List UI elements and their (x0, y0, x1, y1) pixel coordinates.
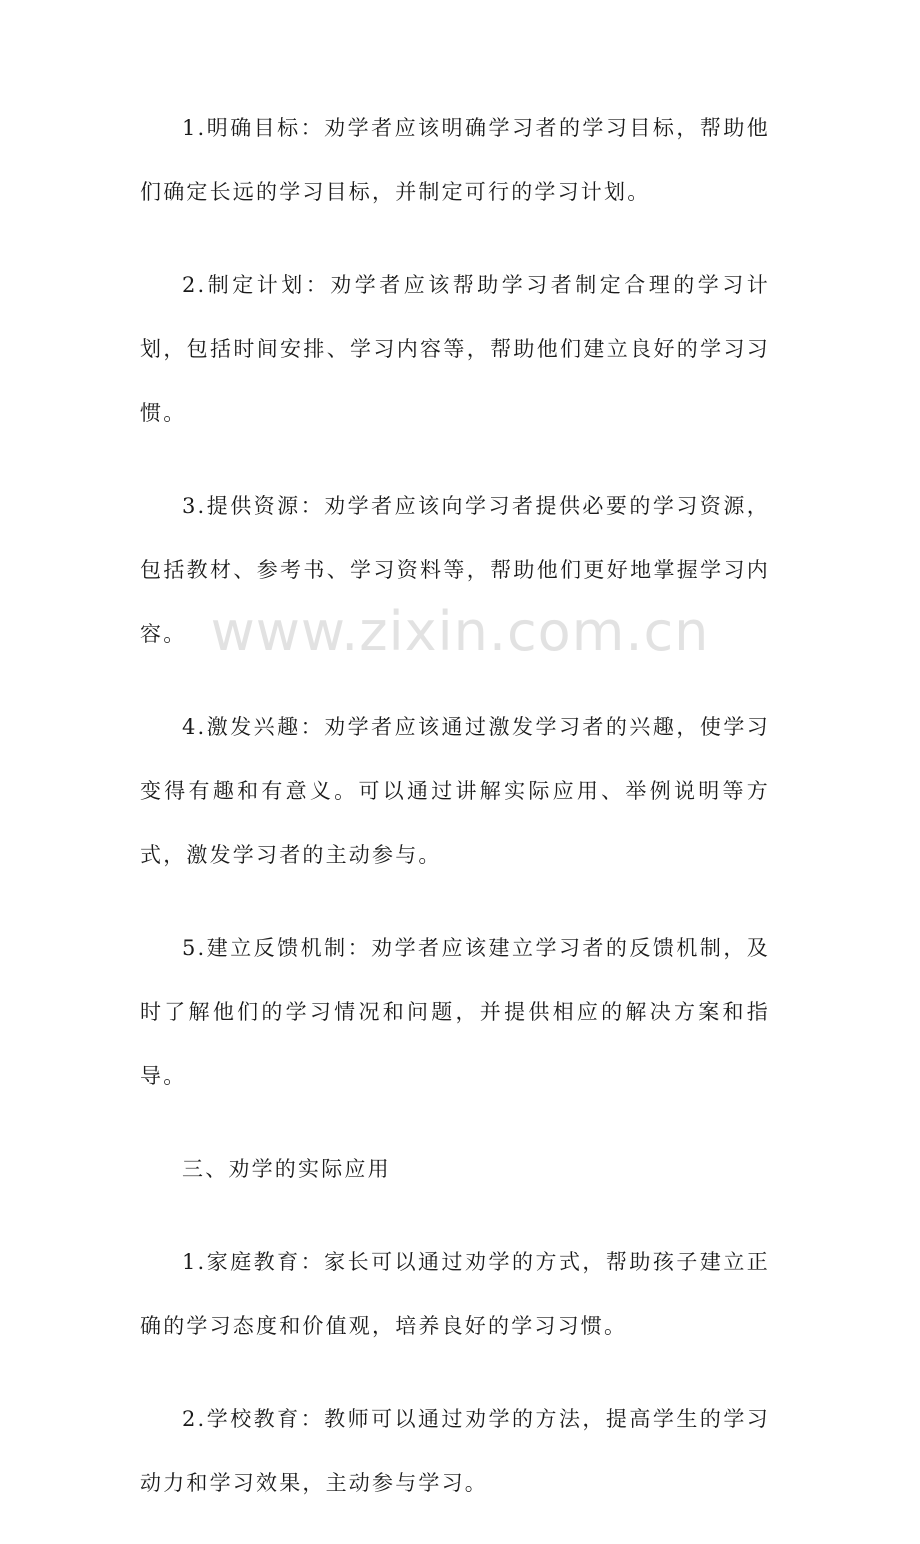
paragraph-school-education: 2.学校教育：教师可以通过劝学的方法，提高学生的学习动力和学习效果，主动参与学习。 (140, 1407, 770, 1495)
paragraph-family-education: 1.家庭教育：家长可以通过劝学的方式，帮助孩子建立正确的学习态度和价值观，培养良好的学习习惯。 (140, 1250, 770, 1338)
document-body (140, 96, 770, 1544)
section-heading: 三、劝学的实际应用 (182, 1157, 391, 1181)
paragraph-clear-goals: 1.明确目标：劝学者应该明确学习者的学习目标，帮助他们确定长远的学习目标，并制定可行的学习计划。 (140, 116, 770, 204)
paragraph-provide-resources: 3.提供资源：劝学者应该向学习者提供必要的学习资源，包括教材、参考书、学习资料等，帮助他们更好地掌握学习内容。 (140, 494, 770, 646)
paragraph-make-plan: 2.制定计划：劝学者应该帮助学习者制定合理的学习计划，包括时间安排、学习内容等，帮助他们建立良好的学习习惯。 (140, 273, 770, 425)
paragraph-stimulate-interest: 4.激发兴趣：劝学者应该通过激发学习者的兴趣，使学习变得有趣和有意义。可以通过讲解实际应用、举例说明等方式，激发学习者的主动参与。 (140, 715, 770, 867)
paragraph-feedback-mechanism: 5.建立反馈机制：劝学者应该建立学习者的反馈机制，及时了解他们的学习情况和问题，并提供相应的解决方案和指导。 (140, 936, 770, 1088)
watermark-text: www.zixin.com.cn (210, 600, 710, 663)
